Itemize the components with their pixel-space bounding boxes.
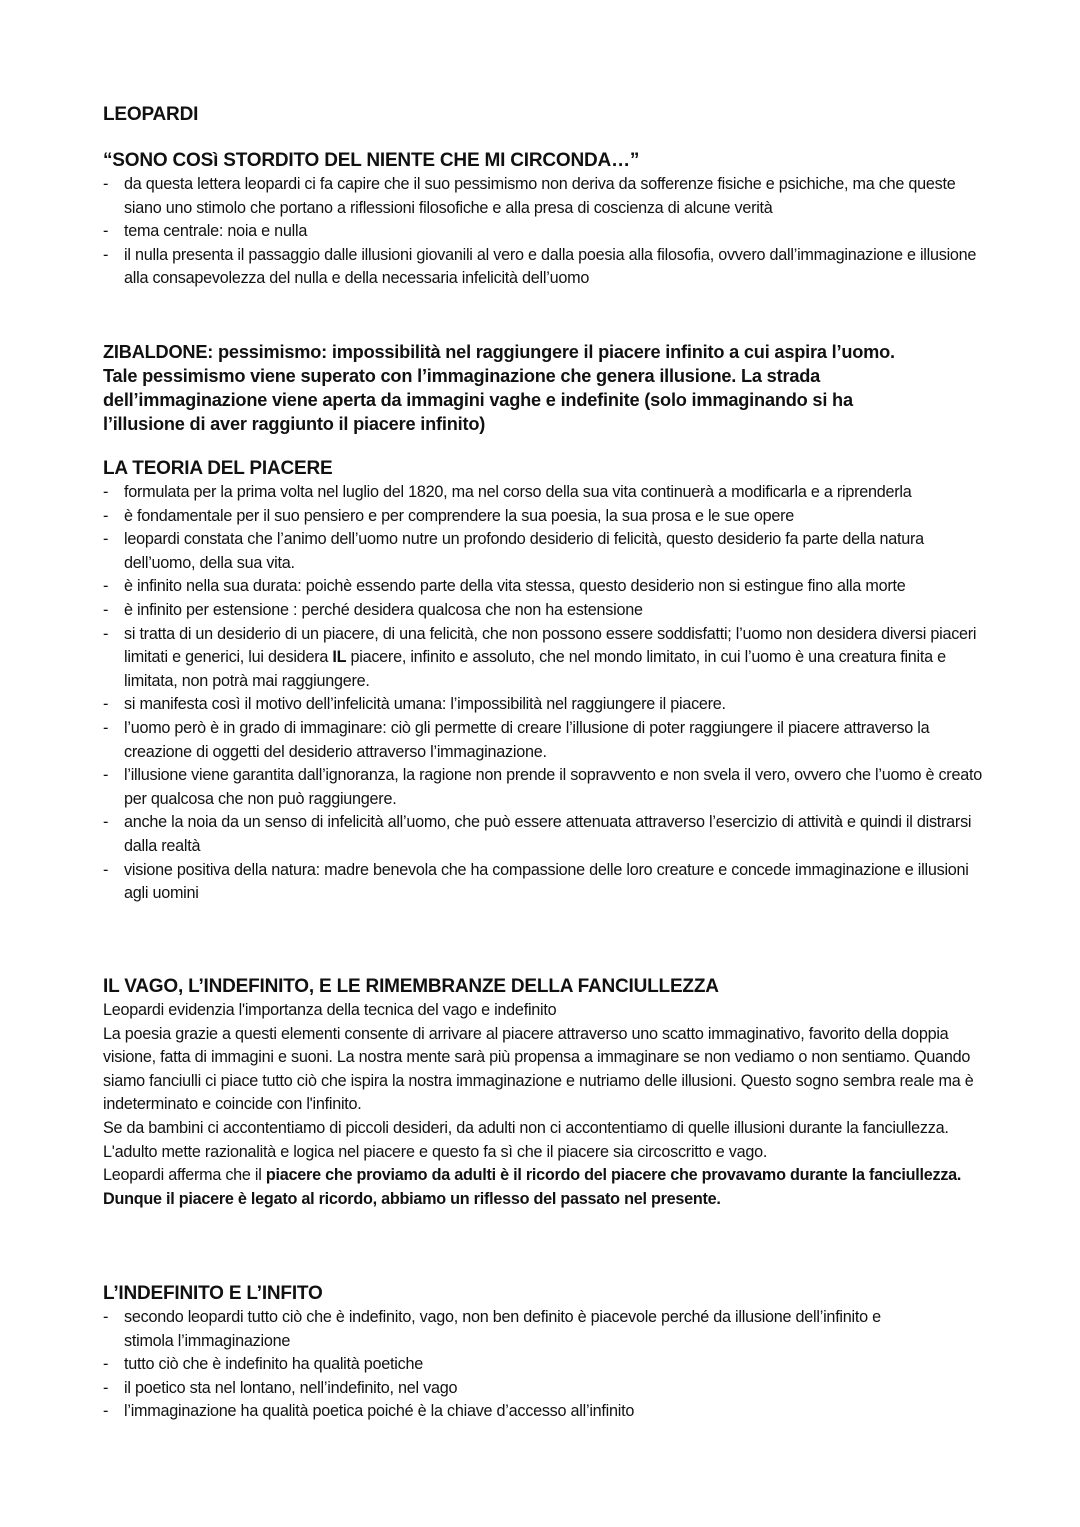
section-vago-indefinito [103,975,983,1211]
section-heading: L’INDEFINITO E L’INFITO [103,1283,323,1304]
list-item: - è infinito per estensione : perché desidera qualcosa che non ha estensione [103,599,983,623]
bullet-list [103,481,983,906]
section-letter [103,149,983,291]
paragraph: L'adulto mette razionalità e logica nel piacere e questo fa sì che il piacere sia circoscritto e vago. [103,1142,768,1161]
bullet-list [103,1306,983,1424]
list-item: - da questa lettera leopardi ci fa capire che il suo pessimismo non deriva da sofferenze fisiche e psichiche, ma che queste siano uno stimolo che portano a riflessioni filosofiche e alla presa di coscienza di alcune verità [103,173,983,220]
list-item: - il nulla presenta il passaggio dalle illusioni giovanili al vero e dalla poesia alla filosofia, ovvero dall’immaginazione e illusione alla consapevolezza del nulla e della necessaria infelicità dell’uomo [103,244,983,291]
paragraph [103,1164,983,1188]
section-heading: LA TEORIA DEL PIACERE [103,458,333,479]
paragraph: Se da bambini ci accontentiamo di piccoli desideri, da adulti non ci accontentiamo di quelle illusioni durante la fanciullezza. [103,1118,949,1137]
list-item: - leopardi constata che l’animo dell’uomo nutre un profondo desiderio di felicità, questo desiderio fa parte della natura dell’uomo, della sua vita. [103,528,983,575]
zibaldone-paragraph: ZIBALDONE: pessimismo: impossibilità nel raggiungere il piacere infinito a cui aspira l’uomo. Tale pessimismo viene superato con l’immaginazione che genera illusione. La strada dell’immaginazione viene aperta da immagini vaghe e indefinite (solo immaginando si ha l’illusione di aver raggiunto il piacere infinito) [103,342,895,434]
section-teoria-del-piacere [103,457,983,906]
list-item [103,623,983,694]
section-heading: IL VAGO, L’INDEFINITO, E LE RIMEMBRANZE DELLA FANCIULLEZZA [103,976,719,997]
list-item: - tema centrale: noia e nulla [103,220,983,244]
list-item: - tutto ciò che è indefinito ha qualità poetiche [103,1353,983,1377]
bullet-list [103,173,983,291]
list-item: - è fondamentale per il suo pensiero e per comprendere la sua poesia, la sua prosa e le sue opere [103,505,983,529]
bold-text: piacere che proviamo da adulti è il ricordo del piacere che provavamo durante la fanciullezza. [265,1166,962,1185]
list-item: - l’immaginazione ha qualità poetica poiché è la chiave d’accesso all’infinito [103,1400,983,1424]
list-item: - visione positiva della natura: madre benevola che ha compassione delle loro creature e concede immaginazione e illusioni agli uomini [103,859,983,906]
document-title-block [103,103,983,127]
paragraph: La poesia grazie a questi elementi consente di arrivare al piacere attraverso uno scatto immaginativo, favorito della doppia visione, fatta di immagini e suoni. La nostra mente sarà più propensa a immaginare se non vediamo o non sentiamo. Quando siamo fanciulli ci piace tutto ciò che ispira la nostra immaginazione e nutriamo delle illusioni. Questo sogno sembra reale ma è indeterminato e coincide con l'infinito. [103,1024,974,1114]
list-item: - formulata per la prima volta nel luglio del 1820, ma nel corso della sua vita continuerà a modificarla e a riprenderla [103,481,983,505]
list-item: - l’illusione viene garantita dall’ignoranza, la ragione non prende il sopravvento e non svela il vero, ovvero che l’uomo è creato per qualcosa che non può raggiungere. [103,764,983,811]
paragraph: Dunque il piacere è legato al ricordo, abbiamo un riflesso del passato nel presente. [103,1189,721,1208]
list-item: - il poetico sta nel lontano, nell’indefinito, nel vago [103,1377,983,1401]
text: si tratta di un desiderio di un piacere, di una felicità, che non possono essere soddisfatti; l’uomo non desidera diversi piaceri limitati e generici, lui desidera [124,624,977,667]
list-item: - anche la noia da un senso di infelicità all’uomo, che può essere attenuata attraverso l’esercizio di attività e quindi il distrarsi dalla realtà [103,811,983,858]
section-zibaldone [103,340,923,436]
section-heading: “SONO COSì STORDITO DEL NIENTE CHE MI CIRCONDA…” [103,150,640,171]
list-item: - si manifesta così il motivo dell’infelicità umana: l’impossibilità nel raggiungere il piacere. [103,693,983,717]
list-item: - è infinito nella sua durata: poichè essendo parte della vita stessa, questo desiderio non si estingue fino alla morte [103,575,983,599]
list-item: - secondo leopardi tutto ciò che è indefinito, vago, non ben definito è piacevole perché da illusione dell’infinito e stimola l’immaginazione [103,1306,983,1353]
paragraph: Leopardi evidenzia l'importanza della tecnica del vago e indefinito [103,1001,557,1019]
text: Leopardi afferma che il [103,1166,266,1185]
section-indefinito-infinito [103,1282,983,1424]
document-title: LEOPARDI [103,104,199,125]
list-item: - l’uomo però è in grado di immaginare: ciò gli permette di creare l’illusione di poter raggiungere il piacere attraverso la creazione di oggetti del desiderio attraverso l’immaginazione. [103,717,983,764]
bold-text: IL [332,648,347,667]
text: piacere, infinito e assoluto, che nel mondo limitato, in cui l’uomo è una creatura finita e limitata, non potrà mai raggiungere. [124,648,946,690]
